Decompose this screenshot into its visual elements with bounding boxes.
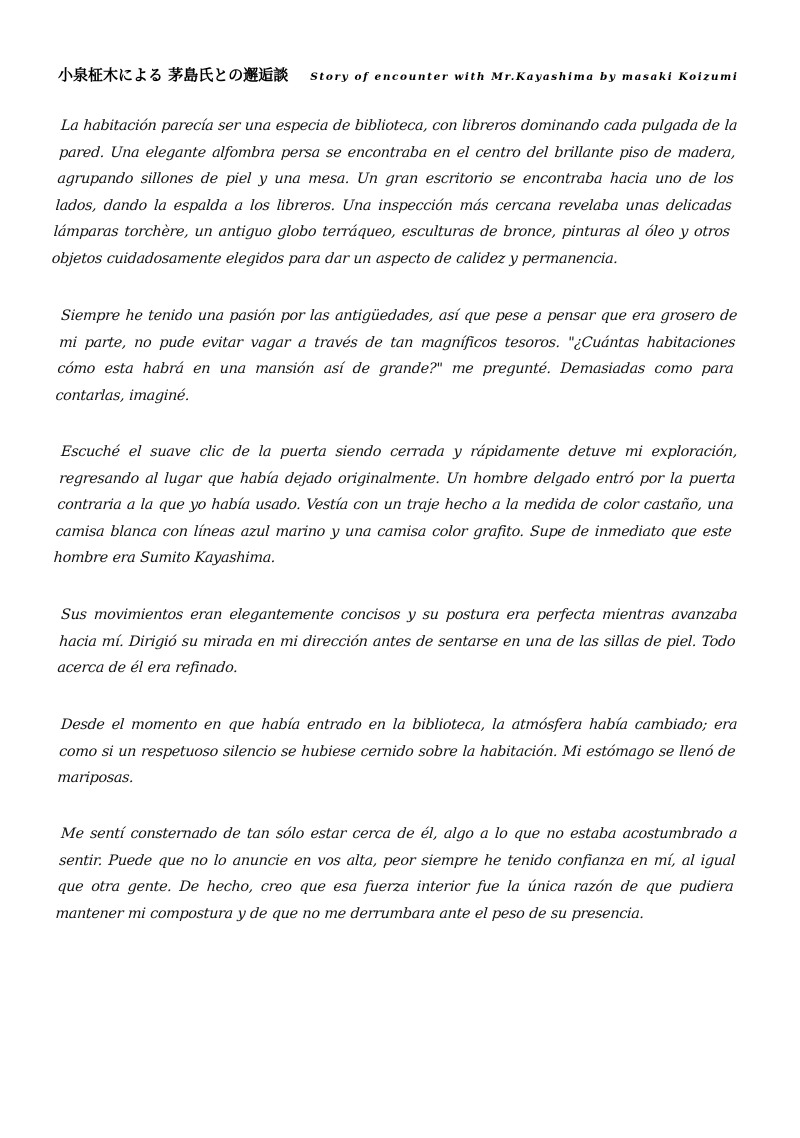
- paragraph-4: Sus movimientos eran elegantemente concisos y su postura era perfecta mientras avanzaba hacia mí. Dirigió su mirada en mi dirección antes de sentarse en una de las sillas de piel. Todo acerca de él era refinado.: [56, 606, 738, 677]
- english-subtitle: Story of encounter with Mr.Kayashima by masaki Koizumi: [310, 71, 739, 83]
- story-body: [51, 113, 738, 958]
- paragraph-1: La habitación parecía ser una especia de biblioteca, con libreros dominando cada pulgada de la pared. Una elegante alfombra persa se encontraba en el centro del brillante piso de madera, agrupando sillones de piel y una mesa. Un gran escritorio se encontraba hacia uno de los lados, dando la espalda a los libreros. Una inspección más cercana revelaba unas delicadas lámparas torchère, un antiguo globo terráqueo, esculturas de bronce, pinturas al óleo y otros objetos cuidadosamente elegidos para dar un aspecto de calidez y permanencia.: [51, 118, 738, 267]
- paragraph-3: Escuché el suave clic de la puerta siendo cerrada y rápidamente detuve mi exploración, regresando al lugar que había dejado originalmente. Un hombre delgado entró por la puerta contraria a la que yo había usado. Vestía con un traje hecho a la medida de color castaño, una camisa blanca con líneas azul marino y una camisa color grafito. Supe de inmediato que este hombre era Sumito Kayashima.: [53, 443, 738, 567]
- japanese-title: 小泉柾木による 茅島氏との邂逅談: [58, 66, 289, 84]
- paragraph-2: Siempre he tenido una pasión por las antigüedades, así que pese a pensar que era grosero de mi parte, no pude evitar vagar a través de tan magníficos tesoros. "¿Cuántas habitaciones cómo esta habrá en una mansión así de grande?" me pregunté. Demasiadas como para contarlas, imaginé.: [54, 307, 738, 404]
- paragraph-6: Me sentí consternado de tan sólo estar cerca de él, algo a lo que no estaba acostumbrado a sentir. Puede que no lo anuncie en vos alta, peor siempre he tenido confianza en mí, al igual que otra gente. De hecho, creo que esa fuerza interior fue la única razón de que pudiera mantener mi compostura y de que no me derrumbara ante el peso de su presencia.: [54, 826, 738, 923]
- paragraph-5: Desde el momento en que había entrado en la biblioteca, la atmósfera había cambiado; era como si un respetuoso silencio se hubiese cernido sobre la habitación. Mi estómago se llenó de mariposas.: [56, 716, 738, 786]
- page-header: [58, 64, 758, 92]
